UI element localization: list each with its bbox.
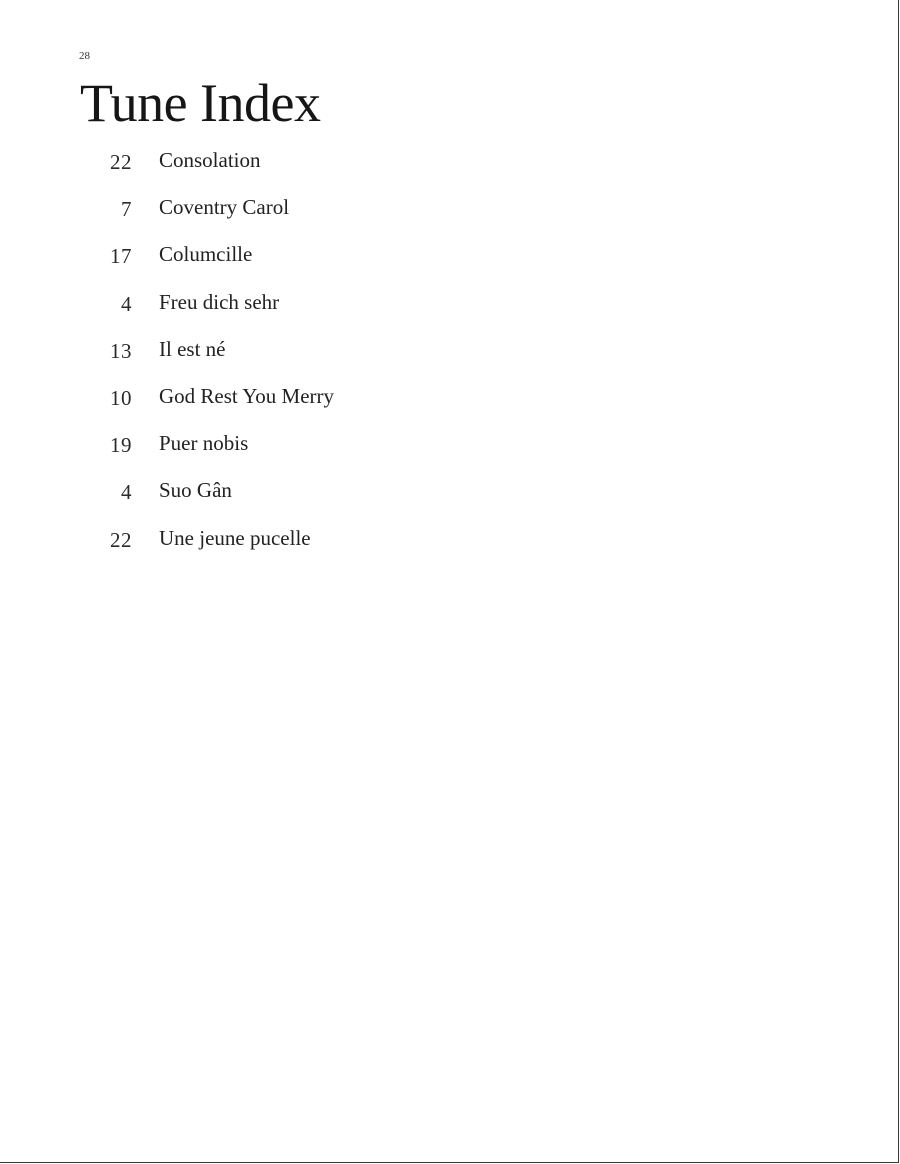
tune-page-number: 4	[121, 291, 132, 316]
tune-page-number: 10	[110, 385, 132, 410]
tune-page-number: 22	[110, 527, 132, 552]
tune-name: Columcille	[159, 242, 253, 267]
tune-page-number: 7	[121, 197, 132, 222]
tune-page-number: 19	[110, 433, 132, 458]
tune-page-number: 22	[110, 150, 132, 174]
list-item	[0, 333, 500, 380]
tune-name: Freu dich sehr	[159, 289, 280, 314]
page-title: Tune Index	[80, 73, 321, 133]
list-item	[0, 380, 500, 427]
list-item	[0, 238, 500, 285]
tune-page-number: 17	[110, 244, 132, 269]
list-item	[0, 522, 500, 569]
tune-name: Il est né	[159, 336, 226, 361]
tune-page-number: 4	[121, 480, 132, 505]
tune-name: Coventry Carol	[159, 195, 290, 220]
tune-name: Consolation	[159, 148, 261, 172]
tune-name: God Rest You Merry	[159, 383, 335, 408]
list-item	[0, 191, 500, 238]
list-item	[0, 427, 500, 474]
list-item	[0, 474, 500, 521]
list-item	[0, 144, 500, 191]
tune-name: Une jeune pucelle	[159, 525, 311, 550]
tune-index-list	[0, 144, 500, 569]
page-number: 28	[79, 50, 90, 62]
tune-name: Puer nobis	[159, 431, 249, 456]
tune-name: Suo Gân	[159, 478, 232, 503]
tune-page-number: 13	[110, 338, 132, 363]
list-item	[0, 286, 500, 333]
